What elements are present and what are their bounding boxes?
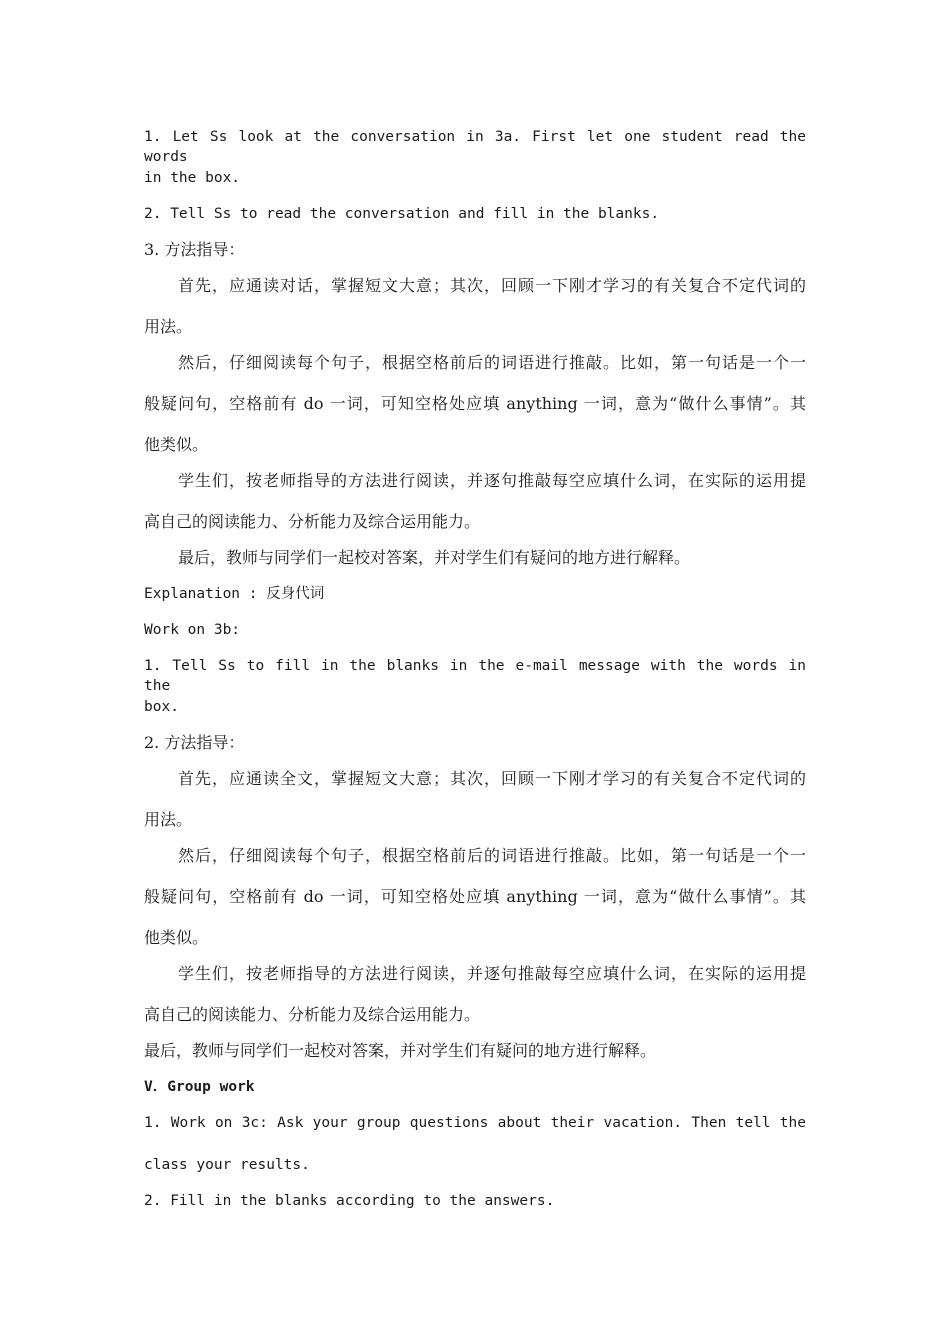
paragraph-line: 高自己的阅读能力、分析能力及综合运用能力。 [144,512,481,531]
paragraph-line: 1. Work on 3c: Ask your group questions about their vacation. Then tell the [144,1115,806,1131]
paragraph-line: 最后，教师与同学们一起校对答案，并对学生们有疑问的地方进行解释。 [178,548,691,567]
paragraph-line: Work on 3b: [144,622,241,638]
paragraph-line: 2. Fill in the blanks according to the answers. [144,1193,555,1209]
paragraph-line: 2. 方法指导： [144,733,245,752]
paragraph-line: 高自己的阅读能力、分析能力及综合运用能力。 [144,1005,481,1024]
paragraph-line: 用法。 [144,810,193,829]
paragraph-line: 学生们，按老师指导的方法进行阅读，并逐句推敲每空应填什么词，在实际的运用提 [178,964,806,983]
paragraph-line: 般疑问句，空格前有 do 一词，可知空格处应填 anything 一词，意为“做什么事情”。其 [144,887,806,906]
paragraph-line: 般疑问句，空格前有 do 一词，可知空格处应填 anything 一词，意为“做什么事情”。其 [144,394,806,413]
paragraph-line: box. [144,699,179,715]
paragraph-line: 1. Let Ss look at the conversation in 3a. First let one student read the words [144,129,806,165]
section-heading: V．Group work [144,1079,255,1095]
paragraph-line: Explanation : 反身代词 [144,586,325,602]
paragraph-line: 3. 方法指导： [144,240,245,259]
paragraph-line: 他类似。 [144,928,209,947]
paragraph-line: 用法。 [144,317,193,336]
paragraph-line: 首先，应通读全文，掌握短文大意；其次，回顾一下刚才学习的有关复合不定代词的 [178,769,806,788]
paragraph-line: 首先，应通读对话，掌握短文大意；其次，回顾一下刚才学习的有关复合不定代词的 [178,276,806,295]
paragraph-line: 最后，教师与同学们一起校对答案，并对学生们有疑问的地方进行解释。 [144,1041,657,1060]
paragraph-line: 2. Tell Ss to read the conversation and fill in the blanks. [144,206,660,222]
paragraph-line: class your results. [144,1157,310,1173]
paragraph-line: 然后，仔细阅读每个句子，根据空格前后的词语进行推敲。比如，第一句话是一个一 [178,353,806,372]
paragraph-line: 学生们，按老师指导的方法进行阅读，并逐句推敲每空应填什么词，在实际的运用提 [178,471,806,490]
paragraph-line: 然后，仔细阅读每个句子，根据空格前后的词语进行推敲。比如，第一句话是一个一 [178,846,806,865]
paragraph-line: 他类似。 [144,435,209,454]
paragraph-line: in the box. [144,170,241,186]
paragraph-line: 1. Tell Ss to fill in the blanks in the e-mail message with the words in the [144,658,806,694]
